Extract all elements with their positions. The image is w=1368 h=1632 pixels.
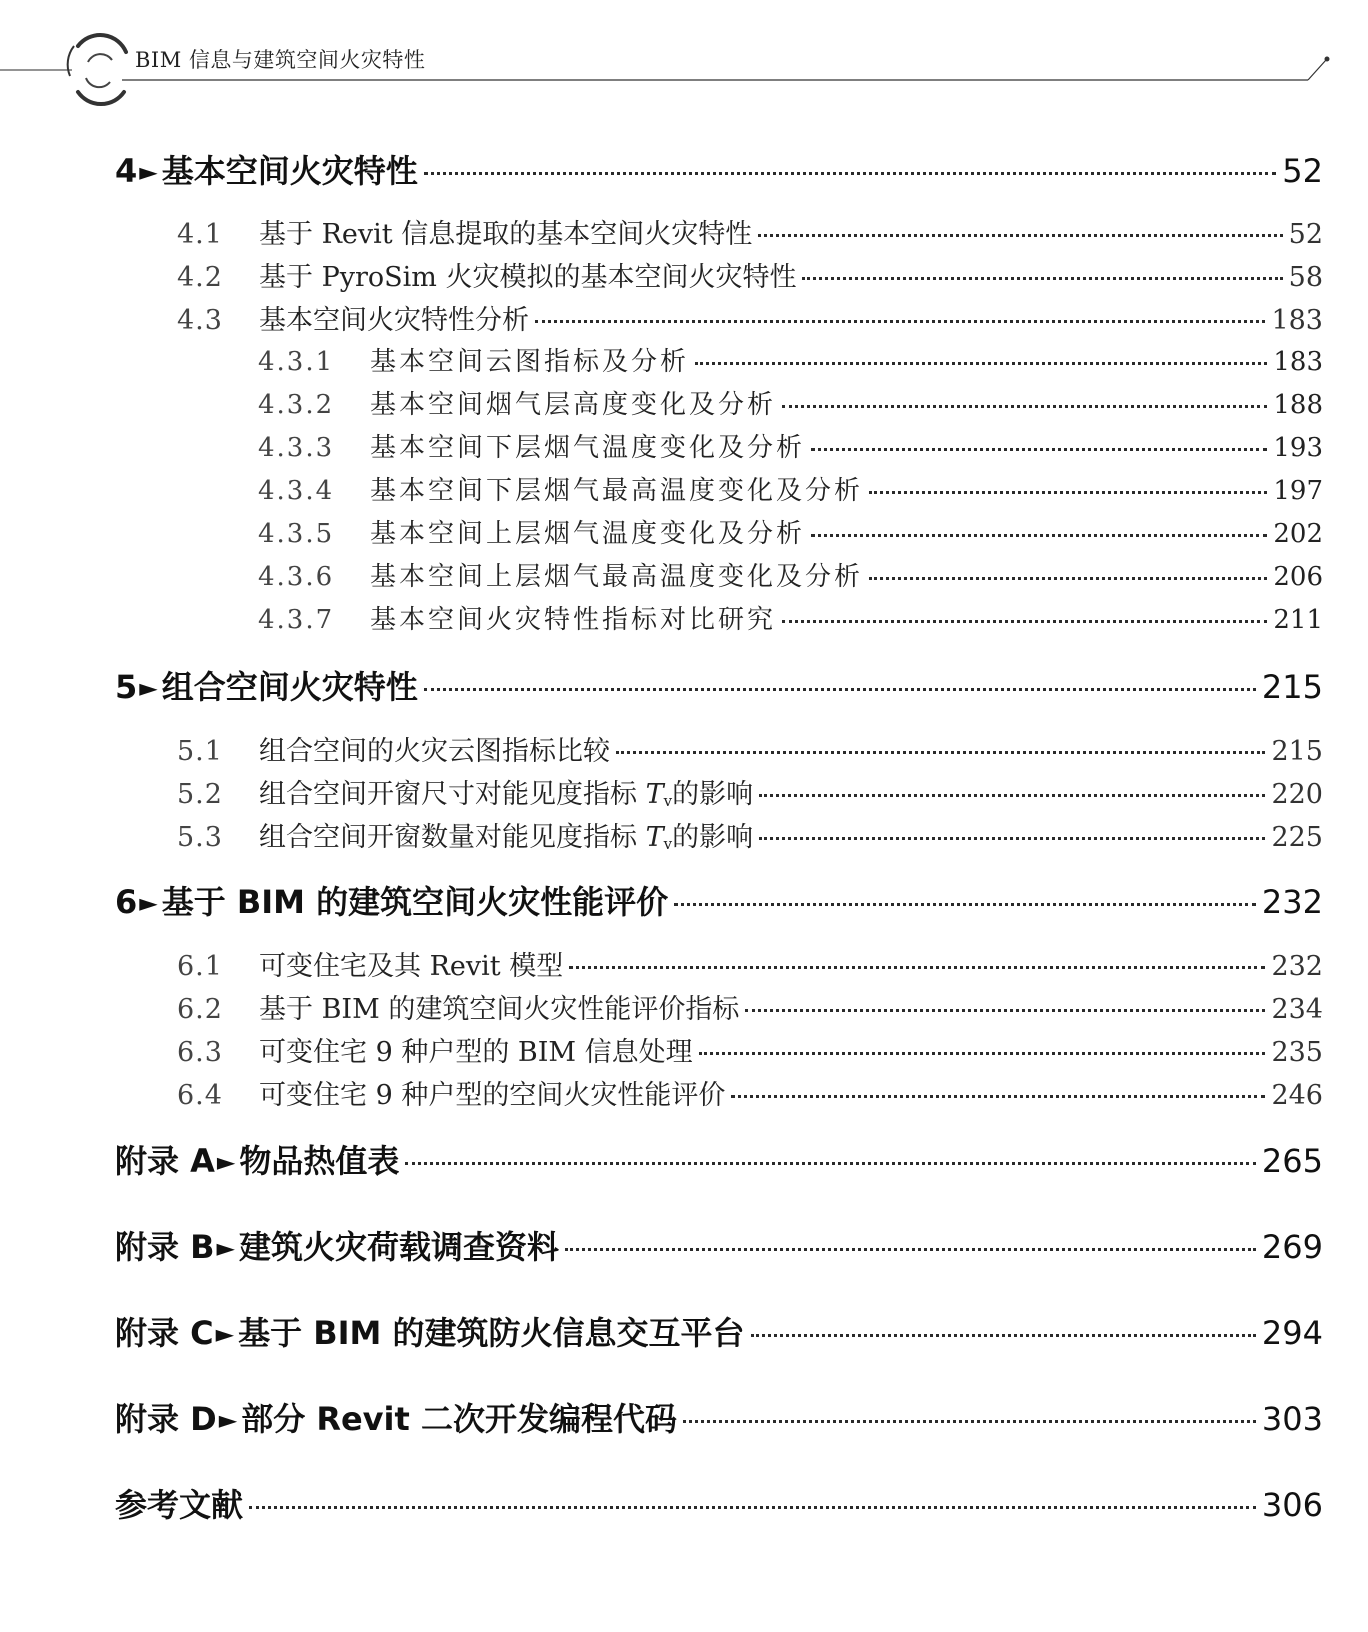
dot-leader <box>802 277 1282 280</box>
appendix-number: 附录 C <box>115 1314 214 1352</box>
header-title: BIM 信息与建筑空间火灾特性 <box>135 48 426 72</box>
dot-leader <box>869 577 1267 580</box>
dot-leader <box>759 837 1265 840</box>
chapter-number: 4 <box>115 152 138 190</box>
title-text: 组合空间开窗数量对能见度指标 <box>259 822 646 853</box>
variable-T: T <box>645 779 664 810</box>
title-text: 的影响 <box>672 779 754 810</box>
dot-leader <box>249 1506 1256 1509</box>
section-title: 基于 PyroSim 火灾模拟的基本空间火灾特性 <box>259 262 797 293</box>
variable-T: T <box>645 822 664 853</box>
appendix-number: 附录 A <box>115 1142 215 1180</box>
subsection-number: 4.3.1 <box>258 347 335 377</box>
subsection-title: 基本空间上层烟气最高温度变化及分析 <box>370 562 864 592</box>
appendix-number: 附录 B <box>115 1228 215 1266</box>
page-number: 202 <box>1273 519 1323 549</box>
page-number: 52 <box>1282 152 1323 190</box>
section-title: 基于 BIM 的建筑空间火灾性能评价指标 <box>259 994 740 1025</box>
dot-leader <box>565 1248 1256 1251</box>
page-number: 220 <box>1271 779 1323 810</box>
appendix-title: 物品热值表 <box>239 1142 400 1180</box>
section-number: 5.2 <box>177 779 223 810</box>
page-number: 211 <box>1273 605 1323 635</box>
variable-subscript: v <box>663 835 673 853</box>
toc-appendix-c[interactable] <box>115 1308 1323 1354</box>
subsection-title: 基本空间烟气层高度变化及分析 <box>370 390 777 420</box>
page-number: 234 <box>1271 994 1323 1025</box>
chapter-title: 组合空间火灾特性 <box>161 668 418 706</box>
title-text: 组合空间开窗尺寸对能见度指标 <box>259 779 646 810</box>
title-text: 的影响 <box>672 822 754 853</box>
arrow-icon: ► <box>139 158 158 186</box>
subsection-number: 4.3.4 <box>258 476 335 506</box>
subsection-title: 基本空间下层烟气最高温度变化及分析 <box>370 476 864 506</box>
appendix-title: 建筑火灾荷载调查资料 <box>239 1228 560 1266</box>
section-title: 基于 Revit 信息提取的基本空间火灾特性 <box>259 219 753 250</box>
page-number: 225 <box>1271 822 1323 853</box>
section-number: 6.3 <box>177 1037 223 1068</box>
arrow-icon: ► <box>216 1148 236 1176</box>
dot-leader <box>674 903 1256 906</box>
toc-subsection-4-3-4[interactable] <box>258 470 1323 507</box>
toc-chapter-5[interactable] <box>115 662 1323 708</box>
toc-subsection-4-3-1[interactable] <box>258 341 1323 378</box>
section-number: 6.4 <box>177 1080 223 1111</box>
dot-leader <box>616 751 1265 754</box>
toc-section-6-1[interactable] <box>177 944 1323 983</box>
toc-appendix-a[interactable] <box>115 1136 1323 1182</box>
toc-appendix-d[interactable] <box>115 1394 1323 1440</box>
page-number: 58 <box>1288 262 1323 293</box>
subsection-title: 基本空间下层烟气温度变化及分析 <box>370 433 806 463</box>
page-number: 246 <box>1271 1080 1323 1111</box>
subsection-title: 基本空间云图指标及分析 <box>370 347 690 377</box>
toc-section-6-2[interactable] <box>177 987 1323 1026</box>
appendix-number: 附录 D <box>115 1400 217 1438</box>
page-number: 235 <box>1271 1037 1323 1068</box>
page-number: 215 <box>1271 736 1323 767</box>
dot-leader <box>751 1334 1256 1337</box>
section-number: 6.1 <box>177 951 223 982</box>
section-title: 组合空间的火灾云图指标比较 <box>259 736 610 767</box>
chapter-number: 6 <box>115 883 138 921</box>
page-number: 303 <box>1261 1400 1323 1438</box>
subsection-number: 4.3.6 <box>258 562 335 592</box>
page-number: 52 <box>1288 219 1323 250</box>
arrow-icon: ► <box>218 1406 238 1434</box>
section-number: 6.2 <box>177 994 223 1025</box>
dot-leader <box>569 966 1265 969</box>
toc-section-4-1[interactable] <box>177 212 1323 251</box>
dot-leader <box>811 534 1267 537</box>
dot-leader <box>699 1052 1266 1055</box>
section-number: 5.1 <box>177 736 223 767</box>
toc-subsection-4-3-3[interactable] <box>258 427 1323 464</box>
toc-section-5-1[interactable] <box>177 729 1323 768</box>
dot-leader <box>695 362 1267 365</box>
toc-chapter-4[interactable] <box>115 146 1323 192</box>
appendix-title: 部分 Revit 二次开发编程代码 <box>241 1400 677 1438</box>
section-number: 4.1 <box>177 219 223 250</box>
dot-leader <box>683 1420 1256 1423</box>
chapter-title: 基于 BIM 的建筑空间火灾性能评价 <box>161 883 669 921</box>
toc-section-4-2[interactable] <box>177 255 1323 294</box>
toc-references[interactable] <box>115 1480 1323 1526</box>
arrow-icon: ► <box>215 1320 235 1348</box>
dot-leader <box>745 1009 1265 1012</box>
toc-appendix-b[interactable] <box>115 1222 1323 1268</box>
toc-chapter-6[interactable] <box>115 877 1323 923</box>
page-number: 294 <box>1261 1314 1323 1352</box>
appendix-title: 基于 BIM 的建筑防火信息交互平台 <box>238 1314 745 1352</box>
page-number: 183 <box>1271 305 1323 336</box>
page-number: 265 <box>1261 1142 1323 1180</box>
section-title <box>259 772 753 811</box>
section-number: 4.3 <box>177 305 223 336</box>
dot-leader <box>405 1162 1256 1165</box>
toc-subsection-4-3-7[interactable] <box>258 599 1323 636</box>
subsection-title: 基本空间上层烟气温度变化及分析 <box>370 519 806 549</box>
section-title <box>259 815 753 854</box>
toc-section-6-4[interactable] <box>177 1073 1323 1112</box>
subsection-number: 4.3.2 <box>258 390 335 420</box>
chapter-number: 5 <box>115 668 138 706</box>
toc-section-5-2[interactable] <box>177 772 1323 811</box>
page-number: 188 <box>1273 390 1323 420</box>
dot-leader <box>869 491 1267 494</box>
toc-subsection-4-3-2[interactable] <box>258 384 1323 421</box>
subsection-number: 4.3.5 <box>258 519 335 549</box>
page-number: 197 <box>1273 476 1323 506</box>
dot-leader <box>811 448 1267 451</box>
section-title: 可变住宅 9 种户型的 BIM 信息处理 <box>259 1037 693 1068</box>
page-number: 183 <box>1273 347 1323 377</box>
arrow-icon: ► <box>139 674 158 702</box>
section-title: 可变住宅 9 种户型的空间火灾性能评价 <box>259 1080 726 1111</box>
page-number: 232 <box>1261 883 1323 921</box>
chapter-title: 基本空间火灾特性 <box>161 152 418 190</box>
toc-subsection-4-3-5[interactable] <box>258 513 1323 550</box>
page-number: 193 <box>1273 433 1323 463</box>
page-number: 232 <box>1271 951 1323 982</box>
dot-leader <box>424 172 1277 175</box>
section-title: 基本空间火灾特性分析 <box>259 305 529 336</box>
dot-leader <box>782 620 1267 623</box>
toc-section-4-3[interactable] <box>177 298 1323 337</box>
dot-leader <box>782 405 1267 408</box>
arrow-icon: ► <box>216 1234 236 1262</box>
toc-subsection-4-3-6[interactable] <box>258 556 1323 593</box>
page-number: 206 <box>1273 562 1323 592</box>
subsection-number: 4.3.7 <box>258 605 335 635</box>
section-number: 5.3 <box>177 822 223 853</box>
references-title: 参考文献 <box>115 1486 244 1524</box>
variable-subscript: v <box>663 792 673 810</box>
section-number: 4.2 <box>177 262 223 293</box>
section-title: 可变住宅及其 Revit 模型 <box>259 951 564 982</box>
dot-leader <box>424 688 1256 691</box>
subsection-number: 4.3.3 <box>258 433 335 463</box>
page-number: 269 <box>1261 1228 1323 1266</box>
page-number: 215 <box>1261 668 1323 706</box>
toc-section-5-3[interactable] <box>177 815 1323 854</box>
toc-section-6-3[interactable] <box>177 1030 1323 1069</box>
dot-leader <box>731 1095 1265 1098</box>
dot-leader <box>535 320 1265 323</box>
arrow-icon: ► <box>139 889 158 917</box>
dot-leader <box>758 234 1282 237</box>
dot-leader <box>759 794 1265 797</box>
subsection-title: 基本空间火灾特性指标对比研究 <box>370 605 777 635</box>
page-number: 306 <box>1261 1486 1323 1524</box>
